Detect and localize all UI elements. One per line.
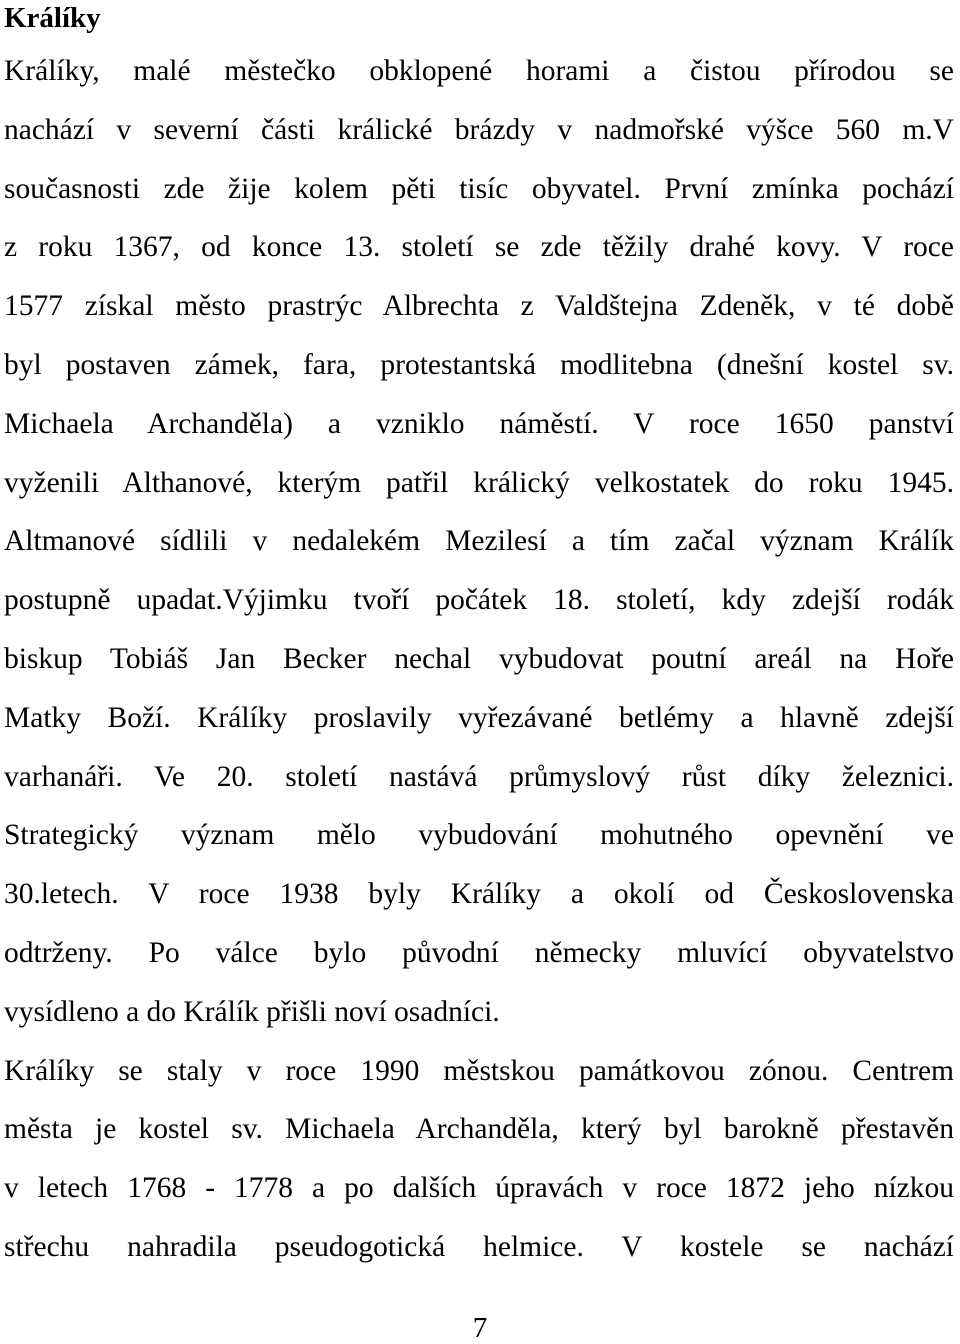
- text-line: Matky Boží. Králíky proslavily vyřezávané betlémy a hlavně zdejší: [4, 701, 954, 734]
- text-line: Michaela Archanděla) a vzniklo náměstí. V roce 1650 panství: [4, 407, 954, 440]
- text-line: odtrženy. Po válce bylo původní německy mluvící obyvatelstvo: [4, 936, 954, 969]
- page-title: Králíky: [4, 2, 101, 34]
- text-line: střechu nahradila pseudogotická helmice. V kostele se nachází: [4, 1230, 954, 1263]
- page-number: 7: [472, 1312, 488, 1344]
- text-line: města je kostel sv. Michaela Archanděla, který byl barokně přestavěn: [4, 1113, 954, 1146]
- text-line: Strategický význam mělo vybudování mohutného opevnění ve: [4, 819, 954, 852]
- text-line: Altmanové sídlili v nedalekém Mezilesí a tím začal význam Králík: [4, 525, 954, 558]
- text-line: 1577 získal město prastrýc Albrechta z Valdštejna Zdeněk, v té době: [4, 290, 954, 323]
- text-line: biskup Tobiáš Jan Becker nechal vybudovat poutní areál na Hoře: [4, 642, 954, 675]
- text-line: současnosti zde žije kolem pěti tisíc obyvatel. První zmínka pochází: [4, 172, 954, 205]
- text-line: nachází v severní části králické brázdy v nadmořské výšce 560 m.V: [4, 113, 954, 146]
- document-page: [4, 0, 954, 1277]
- text-line: Králíky se staly v roce 1990 městskou památkovou zónou. Centrem: [4, 1054, 954, 1087]
- body-text: [4, 42, 954, 1277]
- text-line: vysídleno a do Králík přišli noví osadníci.: [4, 995, 500, 1028]
- text-line: vyženili Althanové, kterým patřil králický velkostatek do roku 1945.: [4, 466, 954, 499]
- text-line: varhanáři. Ve 20. století nastává průmyslový růst díky železnici.: [4, 760, 954, 793]
- text-line: z roku 1367, od konce 13. století se zde těžily drahé kovy. V roce: [4, 231, 954, 264]
- text-line: Králíky, malé městečko obklopené horami a čistou přírodou se: [4, 55, 954, 87]
- text-line: 30.letech. V roce 1938 byly Králíky a okolí od Československa: [4, 878, 954, 911]
- text-line: v letech 1768 - 1778 a po dalších úpravách v roce 1872 jeho nízkou: [4, 1172, 954, 1205]
- text-line: postupně upadat.Výjimku tvoří počátek 18. století, kdy zdejší rodák: [4, 584, 954, 617]
- text-line: byl postaven zámek, fara, protestantská modlitebna (dnešní kostel sv.: [4, 348, 954, 381]
